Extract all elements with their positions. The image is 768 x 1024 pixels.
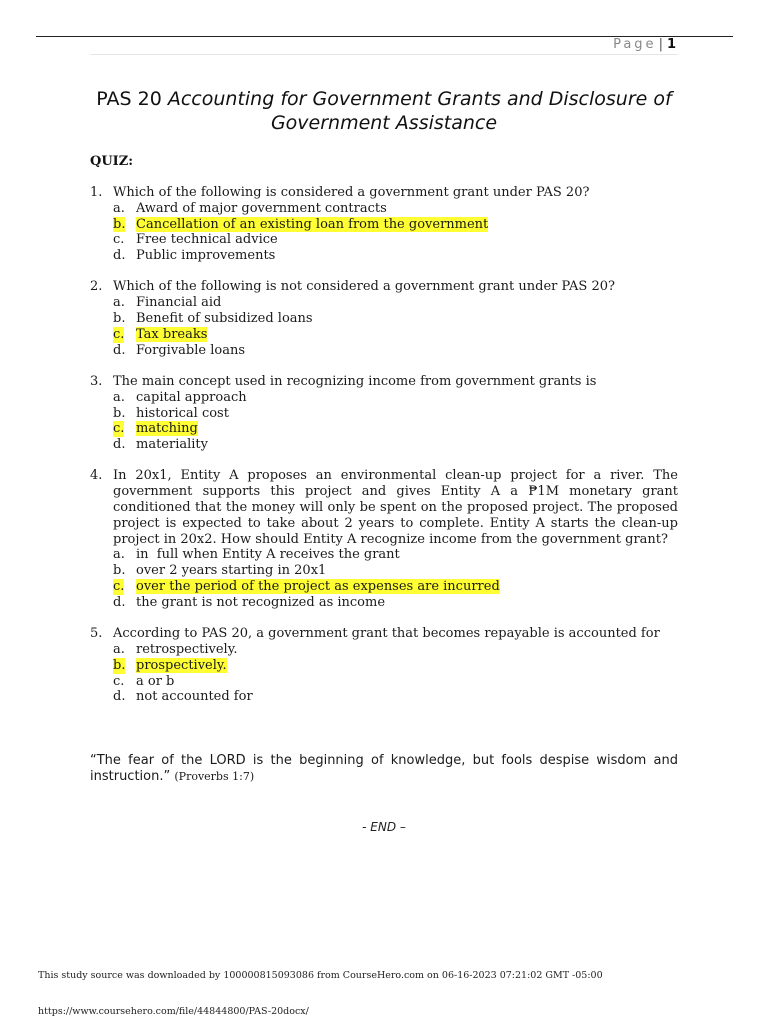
title-prefix: PAS 20 (96, 88, 162, 110)
option-text: the grant is not recognized as income (136, 594, 386, 610)
option-text: over 2 years starting in 20x1 (136, 563, 327, 579)
option-text: capital approach (136, 389, 247, 405)
option-b (113, 563, 678, 579)
page-word: Page (613, 37, 657, 52)
question-1 (90, 185, 678, 264)
option-text: Forgivable loans (136, 342, 246, 358)
document-title (90, 87, 678, 135)
option-letter: c. (113, 673, 125, 689)
option-text: Benefit of subsidized loans (136, 311, 313, 327)
option-letter: c. (113, 326, 125, 342)
option-a (113, 201, 678, 217)
question-text: The main concept used in recognizing income from government grants is (113, 373, 597, 389)
option-text: over the period of the project as expenses are incurred (136, 579, 500, 595)
option-text: not accounted for (136, 689, 253, 705)
title-italic-line1: Accounting for Government Grants and Disclosure of (167, 88, 672, 110)
option-b-highlighted (113, 217, 678, 233)
option-c (113, 674, 678, 690)
option-a (113, 390, 678, 406)
option-letter: a. (113, 547, 125, 563)
page-number-header (613, 37, 676, 52)
title-italic-line2: Government Assistance (270, 112, 498, 134)
end-marker: - END – (362, 820, 406, 834)
option-c (113, 232, 678, 248)
question-number: 4. (90, 468, 103, 484)
question-list (90, 185, 678, 721)
option-d (113, 595, 678, 611)
option-text: Tax breaks (136, 326, 208, 342)
question-4 (90, 468, 678, 610)
option-letter: b. (113, 216, 126, 232)
option-text: retrospectively. (136, 641, 238, 657)
header-subrule (90, 54, 678, 55)
option-text: Public improvements (136, 248, 276, 264)
question-5 (90, 626, 678, 705)
option-text: historical cost (136, 405, 229, 421)
option-letter: a. (113, 200, 125, 216)
option-b (113, 311, 678, 327)
verse-text: “The fear of the LORD is the beginning of knowledge, but fools despise wisdom and instruction.” (90, 753, 678, 784)
option-letter: a. (113, 641, 125, 657)
question-text: Which of the following is considered a government grant under PAS 20? (113, 185, 590, 200)
option-a (113, 547, 678, 563)
question-2 (90, 279, 678, 358)
option-text: in full when Entity A receives the grant (136, 547, 400, 563)
option-text: matching (136, 421, 198, 437)
option-letter: d. (113, 437, 126, 453)
option-letter: b. (113, 311, 126, 327)
option-text: materiality (136, 437, 209, 453)
question-text: In 20x1, Entity A proposes an environmental clean-up project for a river. The government supports this project and gives Entity A a ₱1M monetary grant conditioned that the money will only be spent on the proposed project. The proposed project is expected to take about 2 years to complete. Entity A starts the clean-up project in 20x2. How should Entity A recognize income from the government grant? (113, 468, 678, 547)
question-text: Which of the following is not considered a government grant under PAS 20? (113, 279, 615, 295)
option-letter: b. (113, 405, 126, 421)
quiz-label: QUIZ: (90, 154, 134, 169)
question-text: According to PAS 20, a government grant that becomes repayable is accounted for (113, 626, 660, 642)
option-letter: c. (113, 421, 125, 437)
option-b (113, 406, 678, 422)
option-text: Award of major government contracts (136, 200, 387, 216)
option-c-highlighted (113, 579, 678, 595)
option-text: Free technical advice (136, 232, 278, 248)
option-letter: d. (113, 594, 126, 610)
question-3 (90, 374, 678, 453)
question-number: 5. (90, 626, 103, 642)
option-text: Cancellation of an existing loan from the government (136, 216, 489, 232)
option-letter: d. (113, 342, 126, 358)
option-letter: b. (113, 657, 126, 673)
option-letter: a. (113, 389, 125, 405)
option-b-highlighted (113, 658, 678, 674)
source-url-link[interactable]: https://www.coursehero.com/file/44844800/PAS-20docx/ (38, 1006, 309, 1017)
option-text: prospectively. (136, 657, 227, 673)
option-letter: b. (113, 563, 126, 579)
option-letter: c. (113, 579, 125, 595)
option-a (113, 295, 678, 311)
option-letter: d. (113, 689, 126, 705)
option-text: a or b (136, 673, 175, 689)
question-number: 2. (90, 279, 103, 295)
option-letter: c. (113, 232, 125, 248)
option-letter: d. (113, 248, 126, 264)
option-c-highlighted (113, 327, 678, 343)
option-a (113, 642, 678, 658)
page-bar: | (658, 37, 663, 52)
option-d (113, 248, 678, 264)
option-c-highlighted (113, 421, 678, 437)
option-letter: a. (113, 295, 125, 311)
bible-verse (90, 753, 678, 785)
question-number: 1. (90, 185, 103, 200)
option-d (113, 689, 678, 705)
option-text: Financial aid (136, 295, 222, 311)
option-d (113, 437, 678, 453)
download-source-line: This study source was downloaded by 100000815093086 from CourseHero.com on 06-16-2023 07:21:02 GMT -05:00 (38, 970, 603, 981)
option-d (113, 343, 678, 359)
page-number: 1 (666, 37, 676, 52)
question-number: 3. (90, 373, 103, 389)
verse-citation: (Proverbs 1:7) (174, 770, 255, 783)
